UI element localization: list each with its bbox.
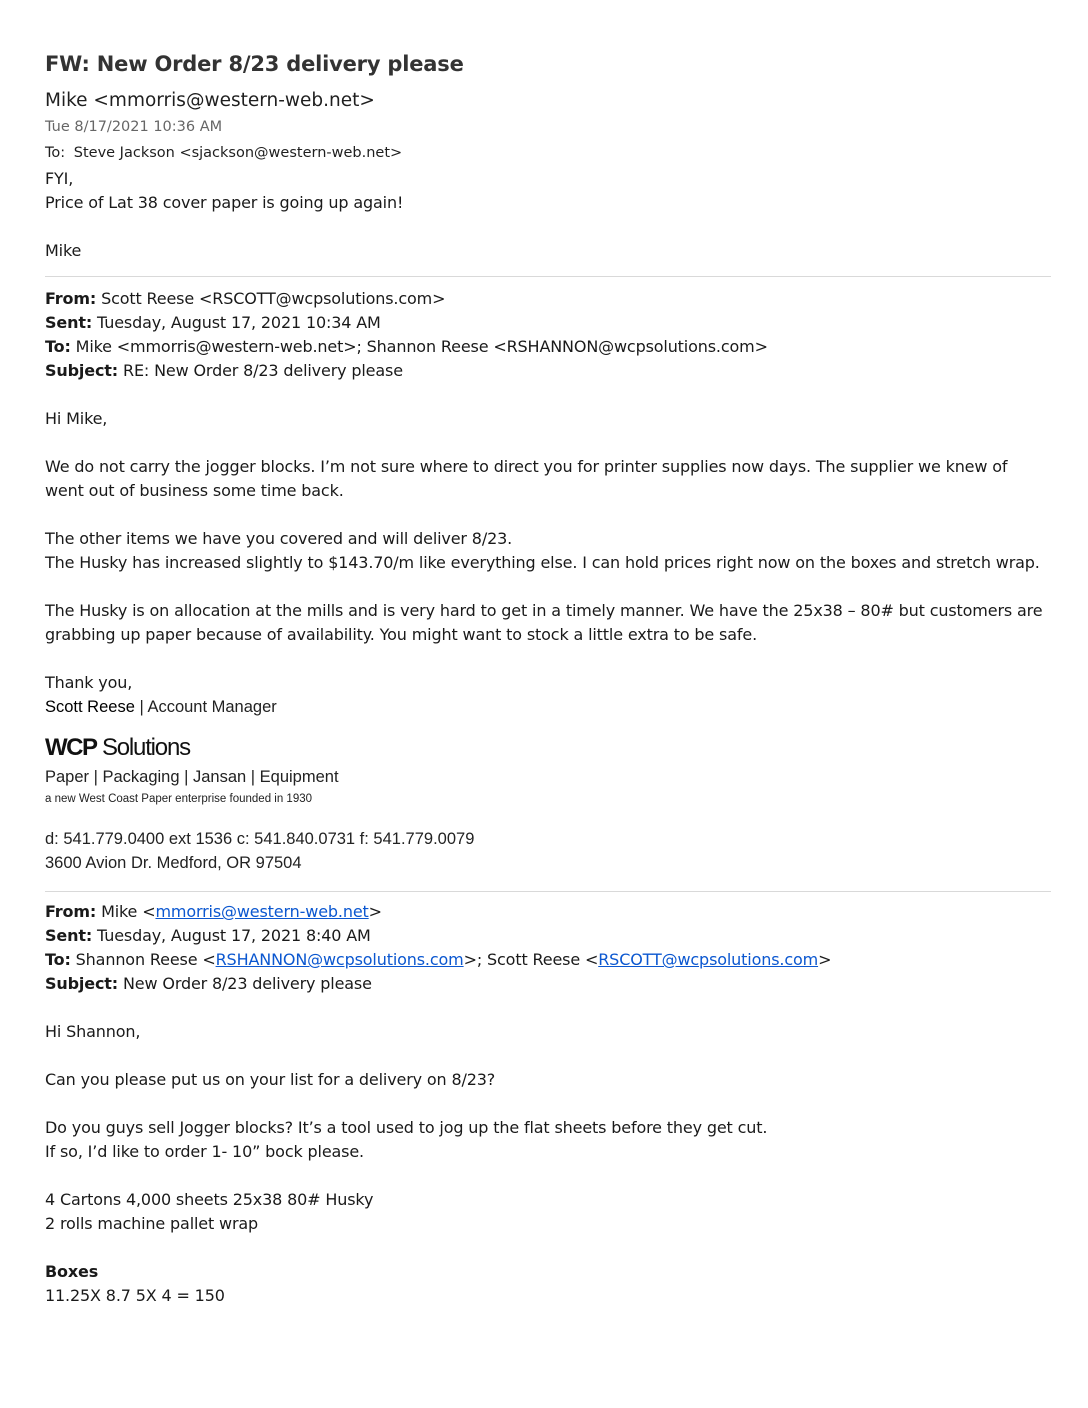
signature-name: Scott Reese: [45, 698, 135, 716]
email-link[interactable]: mmorris@western-web.net: [155, 902, 369, 921]
msg2-subject: [45, 972, 1051, 996]
msg1-paragraph: The Husky has increased slightly to $143.70/m like everything else. I can hold prices right now on the boxes and stretch wrap.: [45, 553, 1040, 572]
msg1-subject-value: RE: New Order 8/23 delivery please: [122, 361, 403, 380]
to-label: To:: [45, 145, 66, 161]
msg2-from: [45, 900, 1051, 924]
msg1-to: [45, 335, 1051, 359]
msg2-from-text: >: [368, 902, 382, 921]
msg1-paragraph: The other items we have you covered and will deliver 8/23.: [45, 529, 513, 548]
logo-bold: WCP: [45, 734, 97, 761]
contact-phones: d: 541.779.0400 ext 1536 c: 541.840.0731 f: 541.779.0079: [45, 830, 475, 848]
msg2-greeting: Hi Shannon,: [45, 1022, 141, 1041]
order-item: 2 rolls machine pallet wrap: [45, 1214, 259, 1233]
msg1-paragraph: We do not carry the jogger blocks. I’m not sure where to direct you for printer supplies now days. The supplier we knew of went out of business some time back.: [45, 457, 1008, 500]
body-signoff: Mike: [45, 241, 82, 260]
email-content: [45, 52, 1051, 1308]
msg1-from-value: Scott Reese <RSCOTT@wcpsolutions.com>: [101, 289, 446, 308]
company-logo: [45, 733, 1051, 763]
sent-date: Tue 8/17/2021 10:36 AM: [45, 119, 223, 135]
msg2-sent: [45, 924, 1051, 948]
sent-label: Sent:: [45, 313, 93, 332]
from-label: From:: [45, 902, 97, 921]
divider: [45, 891, 1051, 892]
msg2-to-text: >: [818, 950, 832, 969]
logo-rest: Solutions: [96, 734, 190, 761]
sent-label: Sent:: [45, 926, 93, 945]
company-tagline: Paper | Packaging | Jansan | Equipment: [45, 768, 339, 786]
signature-line: [45, 695, 1051, 719]
msg2-paragraph: If so, I’d like to order 1- 10” bock please.: [45, 1142, 364, 1161]
signature-title: Account Manager: [147, 698, 277, 716]
order-item: 11.25X 8.7 5X 4 = 150: [45, 1286, 225, 1305]
msg2-paragraph: Can you please put us on your list for a delivery on 8/23?: [45, 1070, 496, 1089]
msg1-to-value: Mike <mmorris@western-web.net>; Shannon Reese <RSHANNON@wcpsolutions.com>: [75, 337, 768, 356]
msg2-sent-value: Tuesday, August 17, 2021 8:40 AM: [97, 926, 371, 945]
sender: Mike <mmorris@western-web.net>: [45, 90, 375, 111]
msg1-sent-value: Tuesday, August 17, 2021 10:34 AM: [97, 313, 381, 332]
msg1-greeting: Hi Mike,: [45, 409, 108, 428]
msg2-paragraph: Do you guys sell Jogger blocks? It’s a tool used to jog up the flat sheets before they get cut.: [45, 1118, 768, 1137]
recipient-line: [45, 145, 1051, 161]
msg1-from: [45, 287, 1051, 311]
msg1-paragraph: The Husky is on allocation at the mills and is very hard to get in a timely manner. We have the 25x38 – 80# but customers are grabbing up paper because of availability. You might want to stock a little extra to be safe.: [45, 601, 1043, 644]
msg2-to-text: >; Scott Reese <: [463, 950, 599, 969]
msg1-sent: [45, 311, 1051, 335]
msg2-from-text: Mike <: [101, 902, 156, 921]
boxes-heading: [45, 1260, 1051, 1284]
msg2-to: [45, 948, 1051, 972]
divider: [45, 276, 1051, 277]
from-label: From:: [45, 289, 97, 308]
recipient: Steve Jackson <sjackson@western-web.net>: [73, 145, 403, 161]
order-item: 4 Cartons 4,000 sheets 25x38 80# Husky: [45, 1190, 374, 1209]
body-line: FYI,: [45, 169, 74, 188]
msg2-subject-value: New Order 8/23 delivery please: [122, 974, 372, 993]
to-label: To:: [45, 950, 71, 969]
subject-label: Subject:: [45, 361, 119, 380]
body-line: Price of Lat 38 cover paper is going up again!: [45, 193, 404, 212]
signature-separator: |: [134, 698, 148, 716]
msg1-subject: [45, 359, 1051, 383]
email-link[interactable]: RSCOTT@wcpsolutions.com: [598, 950, 819, 969]
email-link[interactable]: RSHANNON@wcpsolutions.com: [215, 950, 464, 969]
contact-address: 3600 Avion Dr. Medford, OR 97504: [45, 854, 302, 872]
boxes-label: Boxes: [45, 1262, 99, 1281]
company-note: a new West Coast Paper enterprise founded in 1930: [45, 793, 313, 805]
msg1-closing: Thank you,: [45, 673, 133, 692]
msg2-to-text: Shannon Reese <: [75, 950, 216, 969]
subject-label: Subject:: [45, 974, 119, 993]
email-subject: FW: New Order 8/23 delivery please: [45, 52, 464, 76]
to-label: To:: [45, 337, 71, 356]
